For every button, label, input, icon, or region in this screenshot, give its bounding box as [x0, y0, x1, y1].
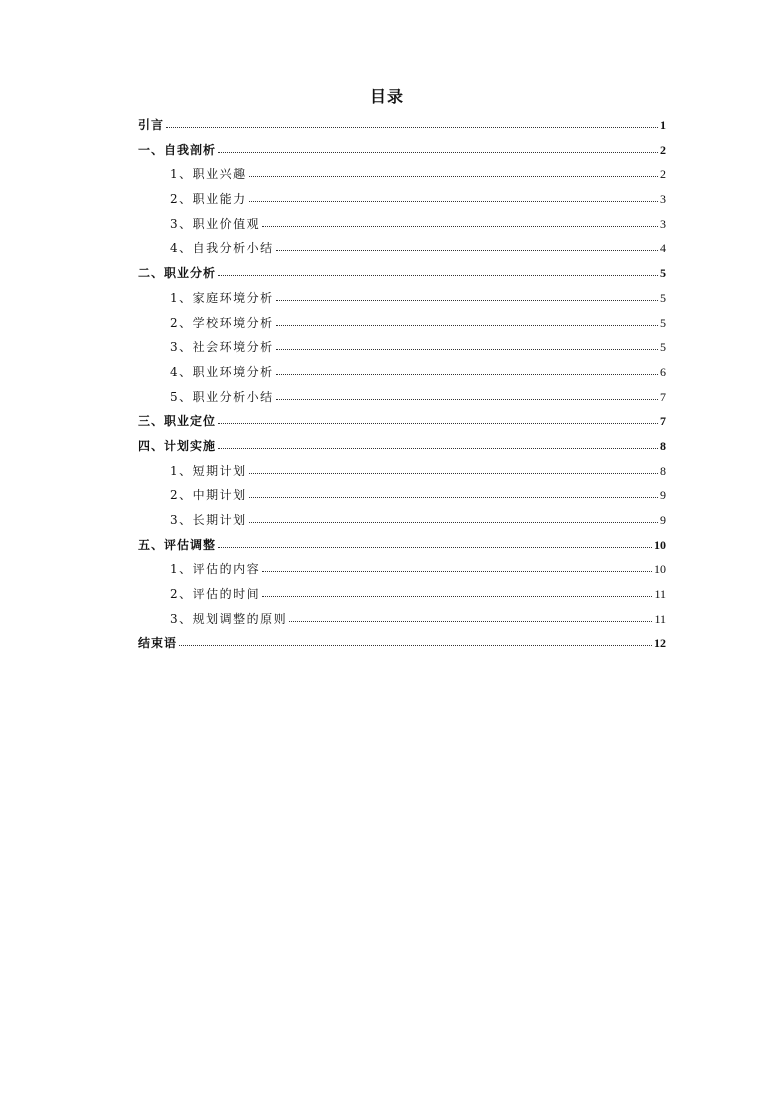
toc-entry-label: 三、职业定位	[138, 414, 217, 429]
toc-dot-leader	[276, 316, 658, 326]
toc-dot-leader	[249, 464, 658, 474]
toc-subsection-entry[interactable]	[138, 212, 666, 237]
toc-entry-label: 3、职业价值观	[170, 216, 261, 231]
toc-dot-leader	[249, 513, 658, 523]
toc-dot-leader	[276, 291, 658, 301]
toc-entry-label: 1、职业兴趣	[170, 167, 247, 182]
toc-subsection-entry[interactable]	[138, 335, 666, 360]
toc-section-entry[interactable]	[138, 631, 666, 656]
toc-page-number: 4	[660, 241, 666, 256]
toc-entry-label: 2、职业能力	[170, 192, 247, 207]
toc-page-number: 5	[660, 290, 666, 305]
toc-dot-leader	[218, 439, 658, 449]
toc-entry-label: 3、长期计划	[170, 513, 247, 527]
toc-subsection-entry[interactable]	[138, 286, 666, 311]
toc-page-number: 3	[660, 192, 666, 207]
toc-dot-leader	[262, 562, 652, 572]
toc-dot-leader	[276, 365, 658, 375]
toc-page-number: 6	[660, 364, 666, 379]
toc-page-number: 7	[660, 414, 666, 429]
toc-page-number: 11	[654, 587, 666, 602]
toc-entry-label: 结束语	[138, 636, 178, 651]
toc-entry-label: 1、短期计划	[170, 463, 247, 478]
toc-page-number: 11	[654, 611, 666, 626]
toc-dot-leader	[249, 192, 658, 202]
toc-dot-leader	[218, 414, 658, 424]
toc-dot-leader	[276, 390, 658, 400]
toc-dot-leader	[218, 538, 652, 548]
toc-page-number: 7	[660, 389, 666, 404]
toc-title: 目录	[369, 87, 404, 106]
toc-entry-label: 3、社会环境分析	[170, 340, 274, 355]
toc-dot-leader	[218, 266, 658, 276]
toc-dot-leader	[249, 167, 658, 177]
toc-page-number: 8	[660, 438, 666, 453]
toc-page-number: 10	[654, 537, 666, 552]
toc-dot-leader	[276, 241, 658, 251]
toc-page-number: 5	[660, 315, 666, 330]
toc-page-number: 9	[660, 488, 666, 503]
toc-section-entry[interactable]	[138, 261, 666, 286]
toc-section-entry[interactable]	[138, 434, 666, 459]
toc-section-entry[interactable]	[138, 138, 666, 163]
toc-entry-label: 4、职业环境分析	[170, 364, 274, 379]
toc-page-number: 9	[660, 513, 666, 527]
toc-dot-leader	[218, 143, 658, 153]
toc-dot-leader	[262, 587, 652, 597]
toc-subsection-entry[interactable]	[138, 385, 666, 410]
toc-subsection-entry[interactable]	[138, 508, 666, 533]
toc-page-number: 1	[660, 118, 666, 132]
toc-page-number: 2	[660, 142, 666, 157]
toc-entry-label: 5、职业分析小结	[170, 389, 274, 404]
toc-subsection-entry[interactable]	[138, 162, 666, 187]
toc-entry-label: 引言	[138, 118, 165, 132]
toc-page-number: 5	[660, 266, 666, 281]
toc-subsection-entry[interactable]	[138, 311, 666, 336]
toc-entry-label: 1、家庭环境分析	[170, 290, 274, 305]
toc-entry-label: 五、评估调整	[138, 537, 217, 552]
toc-dot-leader	[179, 636, 652, 646]
toc-dot-leader	[249, 488, 658, 498]
toc-entry-label: 1、评估的内容	[170, 562, 261, 577]
toc-page-number: 5	[660, 340, 666, 355]
toc-page-number: 12	[654, 636, 666, 651]
toc-subsection-entry[interactable]	[138, 557, 666, 582]
toc-entry-label: 2、评估的时间	[170, 587, 261, 602]
toc-dot-leader	[276, 340, 658, 350]
toc-entry-label: 3、规划调整的原则	[170, 611, 288, 626]
toc-entry-label: 四、计划实施	[138, 438, 217, 453]
toc-list	[138, 113, 666, 656]
toc-subsection-entry[interactable]	[138, 582, 666, 607]
toc-page-number: 3	[660, 216, 666, 231]
toc-dot-leader	[166, 118, 658, 128]
toc-subsection-entry[interactable]	[138, 607, 666, 632]
toc-subsection-entry[interactable]	[138, 459, 666, 484]
toc-page-number: 2	[660, 167, 666, 182]
toc-entry-label: 2、学校环境分析	[170, 315, 274, 330]
toc-entry-label: 4、自我分析小结	[170, 241, 274, 256]
toc-section-entry[interactable]	[138, 113, 666, 138]
toc-entry-label: 2、中期计划	[170, 488, 247, 503]
toc-subsection-entry[interactable]	[138, 483, 666, 508]
toc-section-entry[interactable]	[138, 533, 666, 558]
toc-entry-label: 一、自我剖析	[138, 142, 217, 157]
toc-page-number: 10	[654, 562, 666, 577]
toc-dot-leader	[262, 217, 658, 227]
toc-page-number: 8	[660, 463, 666, 478]
toc-subsection-entry[interactable]	[138, 236, 666, 261]
toc-entry-label: 二、职业分析	[138, 266, 217, 281]
toc-subsection-entry[interactable]	[138, 360, 666, 385]
toc-dot-leader	[289, 612, 652, 622]
toc-subsection-entry[interactable]	[138, 187, 666, 212]
toc-section-entry[interactable]	[138, 409, 666, 434]
